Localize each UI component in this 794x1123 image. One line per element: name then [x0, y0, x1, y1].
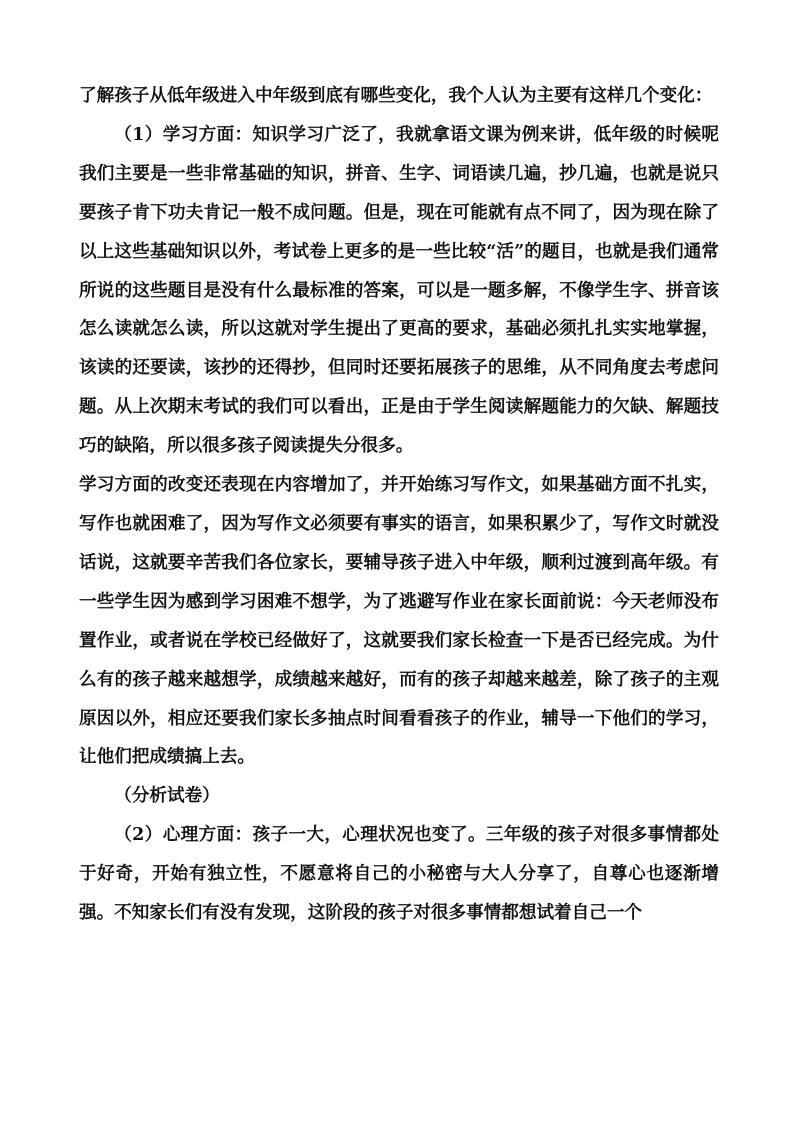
paragraph-study-content: 学习方面的改变还表现在内容增加了，并开始练习写作文，如果基础方面不扎实，写作也就困难了，因为写作文必须要有事实的语言，如果积累少了，写作文时就没话说，这就要辛苦我们各位家长，要辅导孩子进入中年级，顺利过渡到高年级。有一些学生因为感到学习困难不想学，为了逃避写作业在家长面前说：今天老师没布置作业，或者说在学校已经做好了，这就要我们家长检查一下是否已经完成。为什么有的孩子越来越想学，成绩越来越好，而有的孩子却越来越差，除了孩子的主观原因以外，相应还要我们家长多抽点时间看看孩子的作业，辅导一下他们的学习，让他们把成绩搞上去。: [79, 474, 719, 768]
document-body: [79, 77, 719, 933]
paragraph-analysis-note: （分析试卷）: [114, 785, 220, 807]
paragraph-psychology-aspect: （2）心理方面：孩子一大，心理状况也变了。三年级的孩子对很多事情都处于好奇，开始有独立性，不愿意将自己的小秘密与大人分享了，自尊心也逐渐增强。不知家长们有没有发现，这阶段的孩子对很多事情都想试着自己一个: [79, 824, 719, 924]
paragraph-study-aspect: （1）学习方面：知识学习广泛了，我就拿语文课为例来讲，低年级的时候呢我们主要是一些非常基础的知识，拼音、生字、词语读几遍，抄几遍，也就是说只要孩子肯下功夫肯记一般不成问题。但是，现在可能就有点不同了，因为现在除了以上这些基础知识以外，考试卷上更多的是一些比较“活”的题目，也就是我们通常所说的这些题目是没有什么最标准的答案，可以是一题多解，不像学生字、拼音该怎么读就怎么读，所以这就对学生提出了更高的要求，基础必须扎扎实实地掌握，该读的还要读，该抄的还得抄，但同时还要拓展孩子的思维，从不同角度去考虑问题。从上次期末考试的我们可以看出，正是由于学生阅读解题能力的欠缺、解题技巧的缺陷，所以很多孩子阅读提失分很多。: [79, 123, 719, 457]
paragraph-intro: 了解孩子从低年级进入中年级到底有哪些变化，我个人认为主要有这样几个变化：: [79, 85, 713, 106]
